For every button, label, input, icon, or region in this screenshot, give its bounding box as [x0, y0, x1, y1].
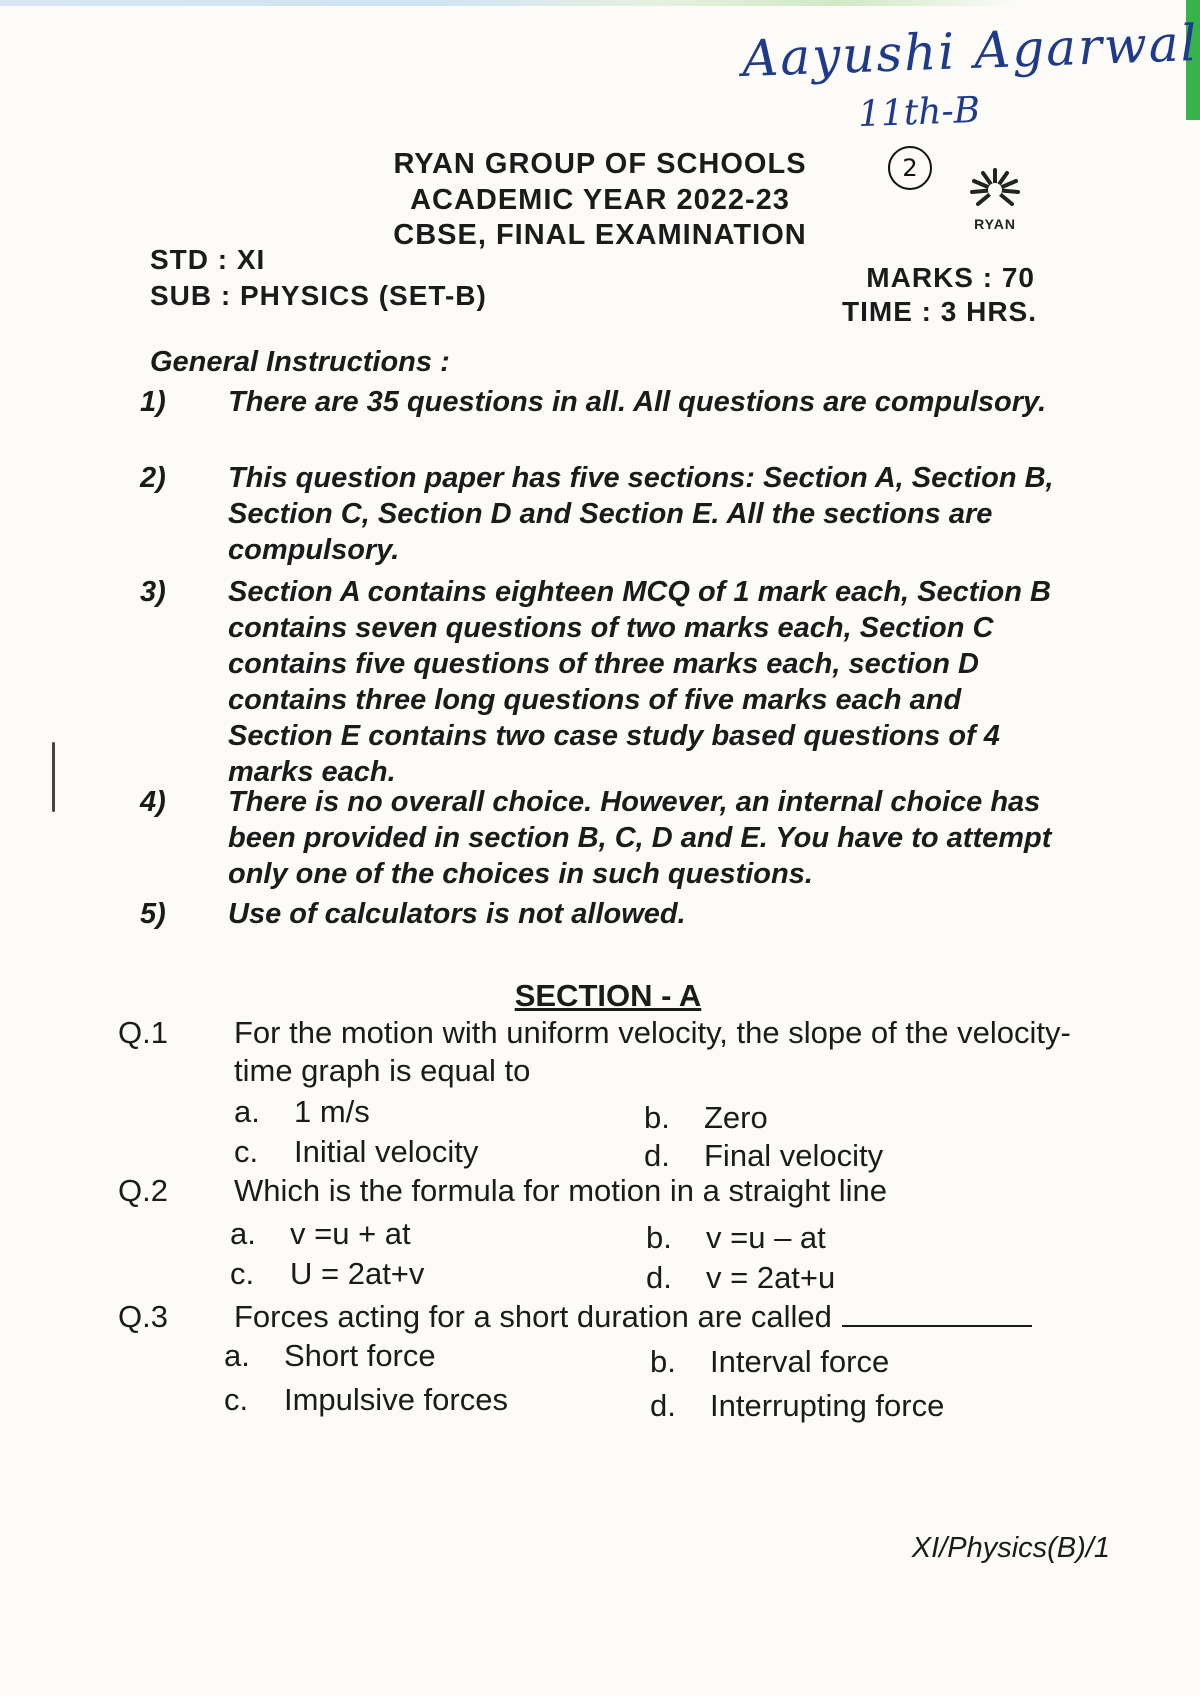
option-text: v =u + at — [290, 1216, 411, 1251]
option — [644, 1138, 883, 1174]
option-text: Interrupting force — [710, 1388, 945, 1423]
instruction-number: 5) — [140, 898, 166, 930]
option-text: Initial velocity — [294, 1134, 479, 1169]
option-label: a. — [234, 1094, 260, 1129]
option-label: c. — [224, 1382, 249, 1417]
option — [234, 1094, 370, 1130]
max-marks: MARKS : 70 — [866, 262, 1035, 293]
instruction-number: 1) — [140, 386, 166, 418]
instruction-text: Section A contains eighteen MCQ of 1 mark each, Section B contains seven questions of two marks each, Section C contains five questions of three marks each, section D contains three long questions of five marks each and Section E contains two case study based questions of 4 marks each. — [228, 576, 1051, 788]
option — [650, 1388, 944, 1424]
option — [224, 1382, 508, 1418]
ryan-logo-icon — [960, 164, 1030, 216]
question-text: For the motion with uniform velocity, the slope of the velocity-time graph is equal to — [234, 1015, 1071, 1088]
handwritten-page-number: 2 — [888, 146, 932, 190]
option — [650, 1344, 889, 1380]
handwritten-class-section: 11th-B — [857, 89, 981, 136]
option-label: a. — [224, 1338, 250, 1373]
question — [118, 1298, 1098, 1336]
instruction-item — [140, 384, 1070, 420]
instruction-number: 2) — [140, 462, 166, 494]
duration: TIME : 3 HRS. — [841, 296, 1037, 327]
option-label: d. — [644, 1138, 670, 1173]
option-text: Final velocity — [704, 1138, 884, 1173]
logo-text: RYAN — [974, 216, 1016, 232]
option — [230, 1216, 411, 1252]
option-label: b. — [644, 1100, 670, 1135]
option-label: b. — [650, 1344, 676, 1379]
option-text: v = 2at+u — [706, 1260, 836, 1295]
instruction-number: 4) — [140, 786, 166, 818]
option — [230, 1256, 424, 1292]
option — [646, 1220, 826, 1256]
section-title — [0, 978, 1200, 1014]
option-text: Interval force — [710, 1344, 890, 1379]
instruction-number: 3) — [140, 576, 166, 608]
handwritten-student-name: Aayushi Agarwal — [741, 14, 1200, 88]
option-text: 1 m/s — [294, 1094, 370, 1129]
standard: STD : XI — [150, 244, 266, 275]
option-label: b. — [646, 1220, 672, 1255]
instruction-text: Use of calculators is not allowed. — [228, 898, 686, 930]
option-label: a. — [230, 1216, 256, 1251]
instruction-text: There are 35 questions in all. All questions are compulsory. — [228, 386, 1047, 418]
school-name: RYAN GROUP OF SCHOOLS — [393, 148, 807, 180]
option — [224, 1338, 436, 1374]
scan-fold-mark — [52, 742, 55, 812]
exam-name: CBSE, FINAL EXAMINATION — [393, 219, 807, 251]
option-label: d. — [646, 1260, 672, 1295]
ryan-logo — [960, 164, 1030, 250]
question-text-row — [234, 1298, 1098, 1336]
instruction-item — [140, 460, 1070, 568]
option — [646, 1260, 835, 1296]
instruction-text: There is no overall choice. However, an internal choice has been provided in section B, C, D and E. You have to attempt only one of the choices in such questions. — [228, 786, 1052, 890]
page-footer: XI/Physics(B)/1 — [911, 1532, 1110, 1564]
question-number: Q.1 — [118, 1015, 168, 1050]
instruction-item — [140, 574, 1070, 790]
section-title-text: SECTION - A — [514, 978, 702, 1013]
option-text: Zero — [704, 1100, 768, 1135]
scan-edge-top — [0, 0, 1200, 6]
academic-year: ACADEMIC YEAR 2022-23 — [410, 184, 790, 216]
option-text: v =u – at — [706, 1220, 826, 1255]
option-text: Short force — [284, 1338, 436, 1373]
question — [118, 1172, 1098, 1210]
instruction-item — [140, 784, 1070, 892]
question-number: Q.2 — [118, 1173, 168, 1208]
option-text: Impulsive forces — [284, 1382, 508, 1417]
option — [644, 1100, 768, 1136]
option-label: c. — [230, 1256, 255, 1291]
question-number: Q.3 — [118, 1299, 168, 1334]
option-text: U = 2at+v — [290, 1256, 425, 1291]
instructions-heading: General Instructions : — [150, 346, 450, 378]
question-text: Which is the formula for motion in a straight line — [234, 1173, 887, 1208]
question-text: Forces acting for a short duration are called — [234, 1299, 832, 1334]
option — [234, 1134, 478, 1170]
answer-blank — [842, 1325, 1032, 1327]
instruction-text: This question paper has five sections: Section A, Section B, Section C, Section D and Section E. All the sections are compulsory. — [228, 462, 1054, 566]
question — [118, 1014, 1098, 1090]
subject: SUB : PHYSICS (SET-B) — [150, 280, 487, 311]
instruction-item — [140, 896, 1070, 932]
option-label: c. — [234, 1134, 259, 1169]
option-label: d. — [650, 1388, 676, 1423]
